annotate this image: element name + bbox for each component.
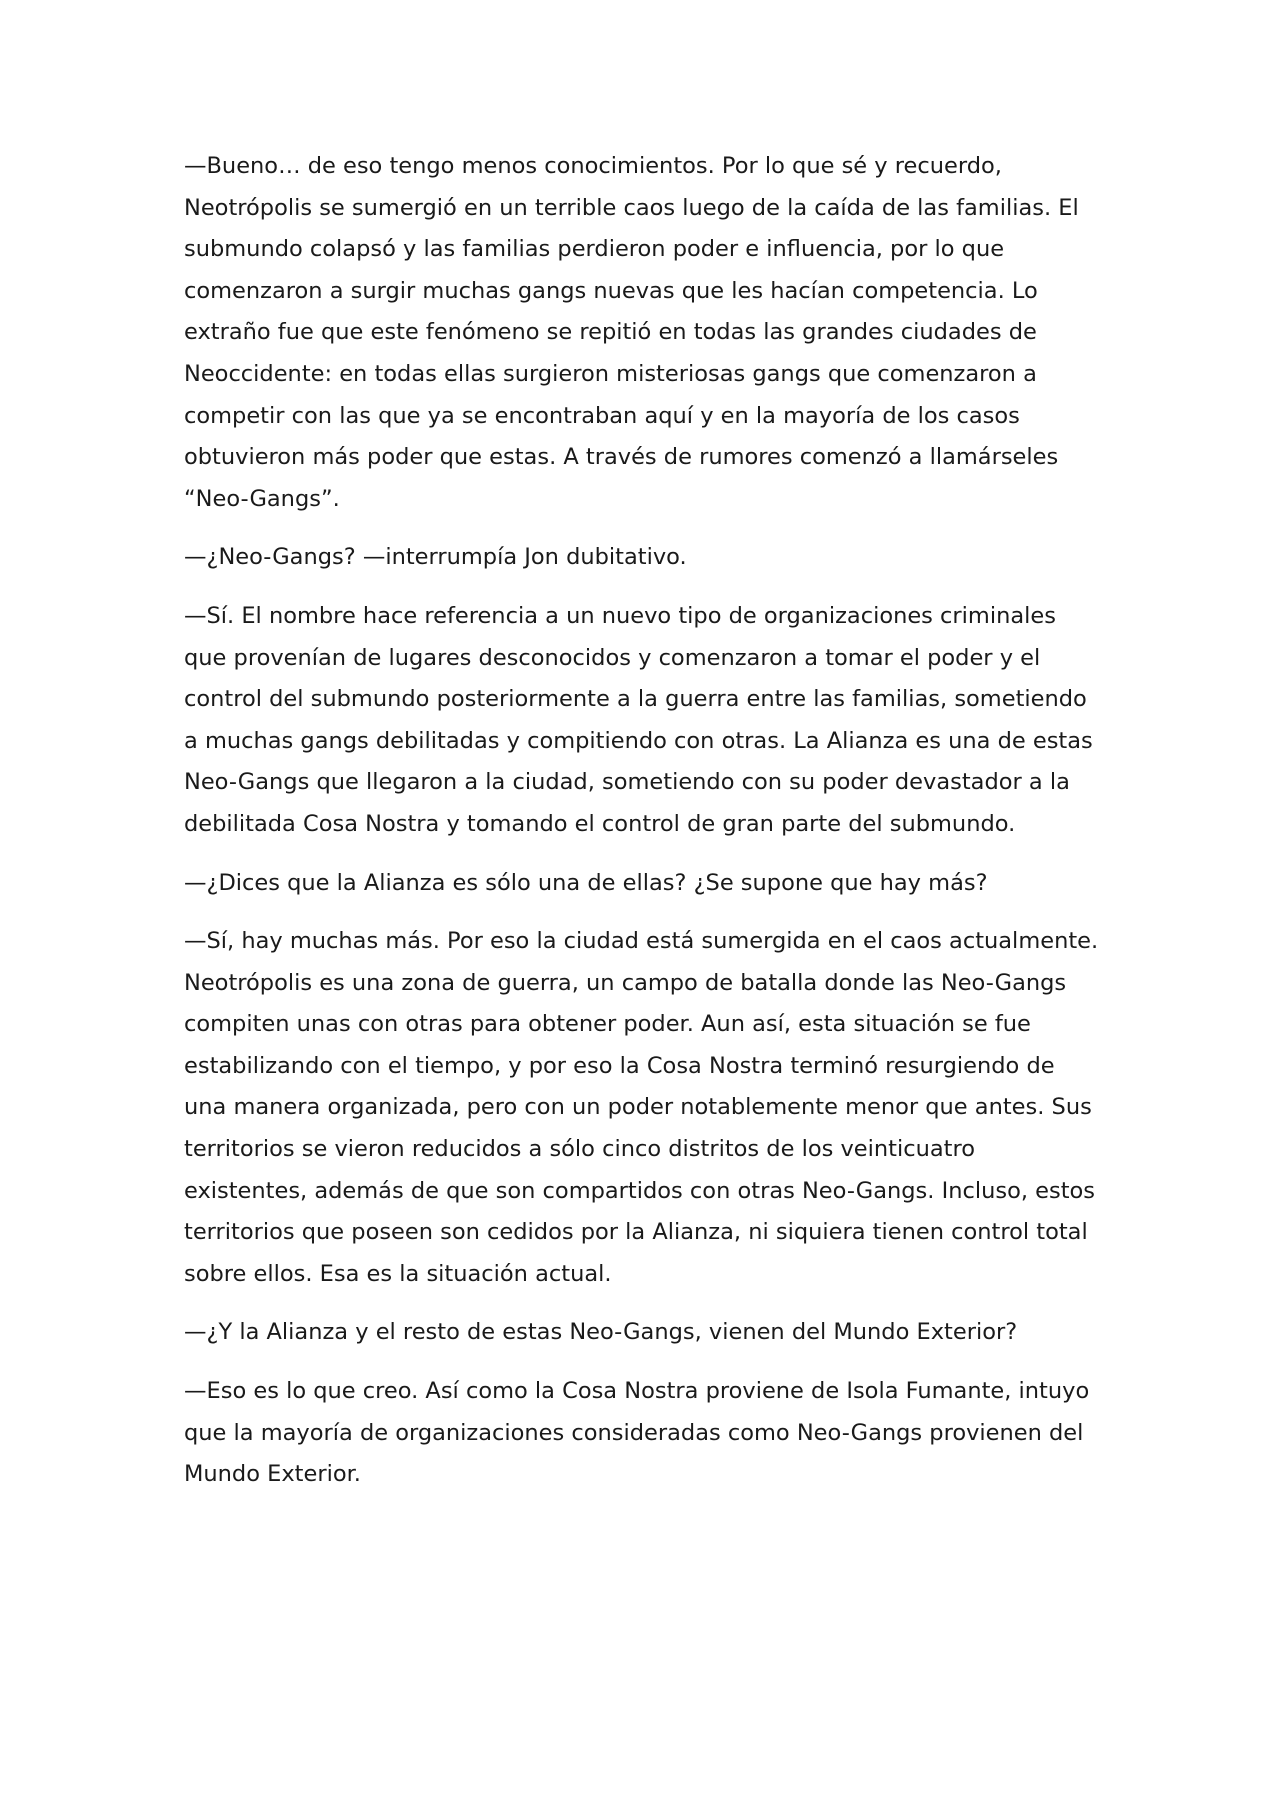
paragraph-3: —Sí. El nombre hace referencia a un nuevo tipo de organizaciones criminales que provenían de lugares desconocidos y comenzaron a tomar el poder y el control del submundo posteriormente a la guerra entre las familias, sometiendo a muchas gangs debilitadas y compitiendo con otras. La Alianza es una de estas Neo-Gangs que llegaron a la ciudad, sometiendo con su poder devastador a la debilitada Cosa Nostra y tomando el control de gran parte del submundo.: [184, 602, 1093, 837]
paragraph-5: —Sí, hay muchas más. Por eso la ciudad está sumergida en el caos actualmente. Neotrópolis es una zona de guerra, un campo de batalla donde las Neo-Gangs compiten unas con otras para obtener poder. Aun así, esta situación se fue estabilizando con el tiempo, y por eso la Cosa Nostra terminó resurgiendo de una manera organizada, pero con un poder notablemente menor que antes. Sus territorios se vieron reducidos a sólo cinco distritos de los veinticuatro existentes, además de que son compartidos con otras Neo-Gangs. Incluso, estos territorios que poseen son cedidos por la Alianza, ni siquiera tienen control total sobre ellos. Esa es la situación actual.: [184, 928, 1099, 1287]
paragraph-1: —Bueno… de eso tengo menos conocimientos. Por lo que sé y recuerdo, Neotrópolis se sumergió en un terrible caos luego de la caída de las familias. El submundo colapsó y las familias perdieron poder e influencia, por lo que comenzaron a surgir muchas gangs nuevas que les hacían competencia. Lo extraño fue que este fenómeno se repitió en todas las grandes ciudades de Neoccidente: en todas ellas surgieron misteriosas gangs que comenzaron a competir con las que ya se encontraban aquí y en la mayoría de los casos obtuvieron más poder que estas. A través de rumores comenzó a llamárseles “Neo-Gangs”.: [184, 153, 1079, 512]
paragraph-6: —¿Y la Alianza y el resto de estas Neo-Gangs, vienen del Mundo Exterior?: [184, 1319, 1018, 1346]
paragraph-4: —¿Dices que la Alianza es sólo una de ellas? ¿Se supone que hay más?: [184, 869, 988, 896]
paragraph-7: —Eso es lo que creo. Así como la Cosa Nostra proviene de Isola Fumante, intuyo que la mayoría de organizaciones consideradas como Neo-Gangs provienen del Mundo Exterior.: [184, 1378, 1090, 1488]
paragraph-2: —¿Neo-Gangs? —interrumpía Jon dubitativo.: [184, 544, 687, 571]
